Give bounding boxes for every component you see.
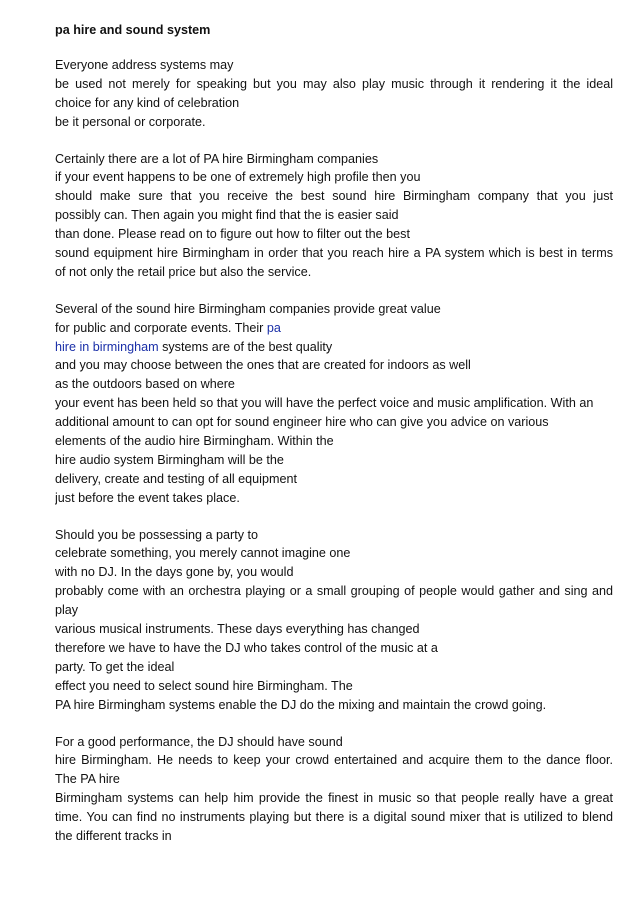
text-line: just before the event takes place.	[55, 490, 240, 505]
text-line: The PA hire	[55, 772, 120, 787]
text-line: effect you need to select sound hire Birmingham. The	[55, 678, 353, 693]
text-line: Should you be possessing a party to	[55, 527, 259, 542]
text-line: For a good performance, the DJ should have sound	[55, 734, 343, 749]
pa-hire-link-part1[interactable]: pa	[266, 320, 281, 335]
text-line: play	[55, 603, 79, 618]
paragraph-5	[55, 733, 613, 846]
document-page	[55, 22, 613, 864]
line-text: for public and corporate events. Their	[55, 320, 267, 335]
text-line: be it personal or corporate.	[55, 114, 206, 129]
text-line: than done. Please read on to figure out how to filter out the best	[55, 227, 410, 242]
text-line: of not only the retail price but also the service.	[55, 264, 312, 279]
text-line: Everyone address systems may	[55, 58, 234, 72]
text-line: celebrate something, you merely cannot imagine one	[55, 546, 351, 561]
text-line: therefore we have to have the DJ who takes control of the music at a	[55, 640, 438, 655]
text-line: elements of the audio hire Birmingham. Within the	[55, 434, 334, 449]
text-line: with no DJ. In the days gone by, you would	[55, 565, 294, 580]
text-line: choice for any kind of celebration	[55, 95, 240, 110]
text-line	[55, 319, 613, 338]
text-line: if your event happens to be one of extremely high profile then you	[55, 170, 421, 185]
text-line: various musical instruments. These days everything has changed	[55, 622, 420, 637]
text-line: possibly can. Then again you might find that the is easier said	[55, 208, 399, 223]
text-line: be used not merely for speaking but you may also play music through it rendering it the ideal	[55, 76, 613, 91]
text-line: hire audio system Birmingham will be the	[55, 452, 284, 467]
paragraph-3	[55, 300, 613, 508]
line-text: systems are of the best quality	[158, 339, 333, 354]
paragraph-4	[55, 526, 613, 715]
text-line: should make sure that you receive the best sound hire Birmingham company that you just	[55, 189, 613, 204]
text-line: delivery, create and testing of all equipment	[55, 471, 297, 486]
paragraph-1	[55, 56, 613, 132]
text-line: as the outdoors based on where	[55, 377, 235, 392]
text-line: and you may choose between the ones that are created for indoors as well	[55, 358, 471, 373]
text-line: party. To get the ideal	[55, 659, 175, 674]
paragraph-2	[55, 150, 613, 282]
page-title: pa hire and sound system	[55, 23, 211, 37]
text-line: additional amount to can opt for sound engineer hire who can give you advice on various	[55, 415, 549, 430]
text-line: your event has been held so that you will have the perfect voice and music amplification. With an	[55, 396, 594, 411]
text-line: Several of the sound hire Birmingham companies provide great value	[55, 301, 441, 316]
text-line: PA hire Birmingham systems enable the DJ do the mixing and maintain the crowd going.	[55, 697, 547, 712]
text-line: probably come with an orchestra playing or a small grouping of people would gather and sing and	[55, 584, 613, 599]
text-line: sound equipment hire Birmingham in order that you reach hire a PA system which is best in terms	[55, 246, 613, 261]
pa-hire-link-part2[interactable]: hire in birmingham	[55, 339, 159, 354]
text-line: hire Birmingham. He needs to keep your crowd entertained and acquire them to the dance floor.	[55, 753, 613, 768]
text-line: time. You can find no instruments playing but there is a digital sound mixer that is utilized to blend	[55, 810, 613, 825]
text-line: Certainly there are a lot of PA hire Birmingham companies	[55, 151, 379, 166]
text-line: the different tracks in	[55, 828, 172, 843]
text-line	[55, 338, 613, 357]
text-line: Birmingham systems can help him provide the finest in music so that people really have a great	[55, 791, 613, 806]
